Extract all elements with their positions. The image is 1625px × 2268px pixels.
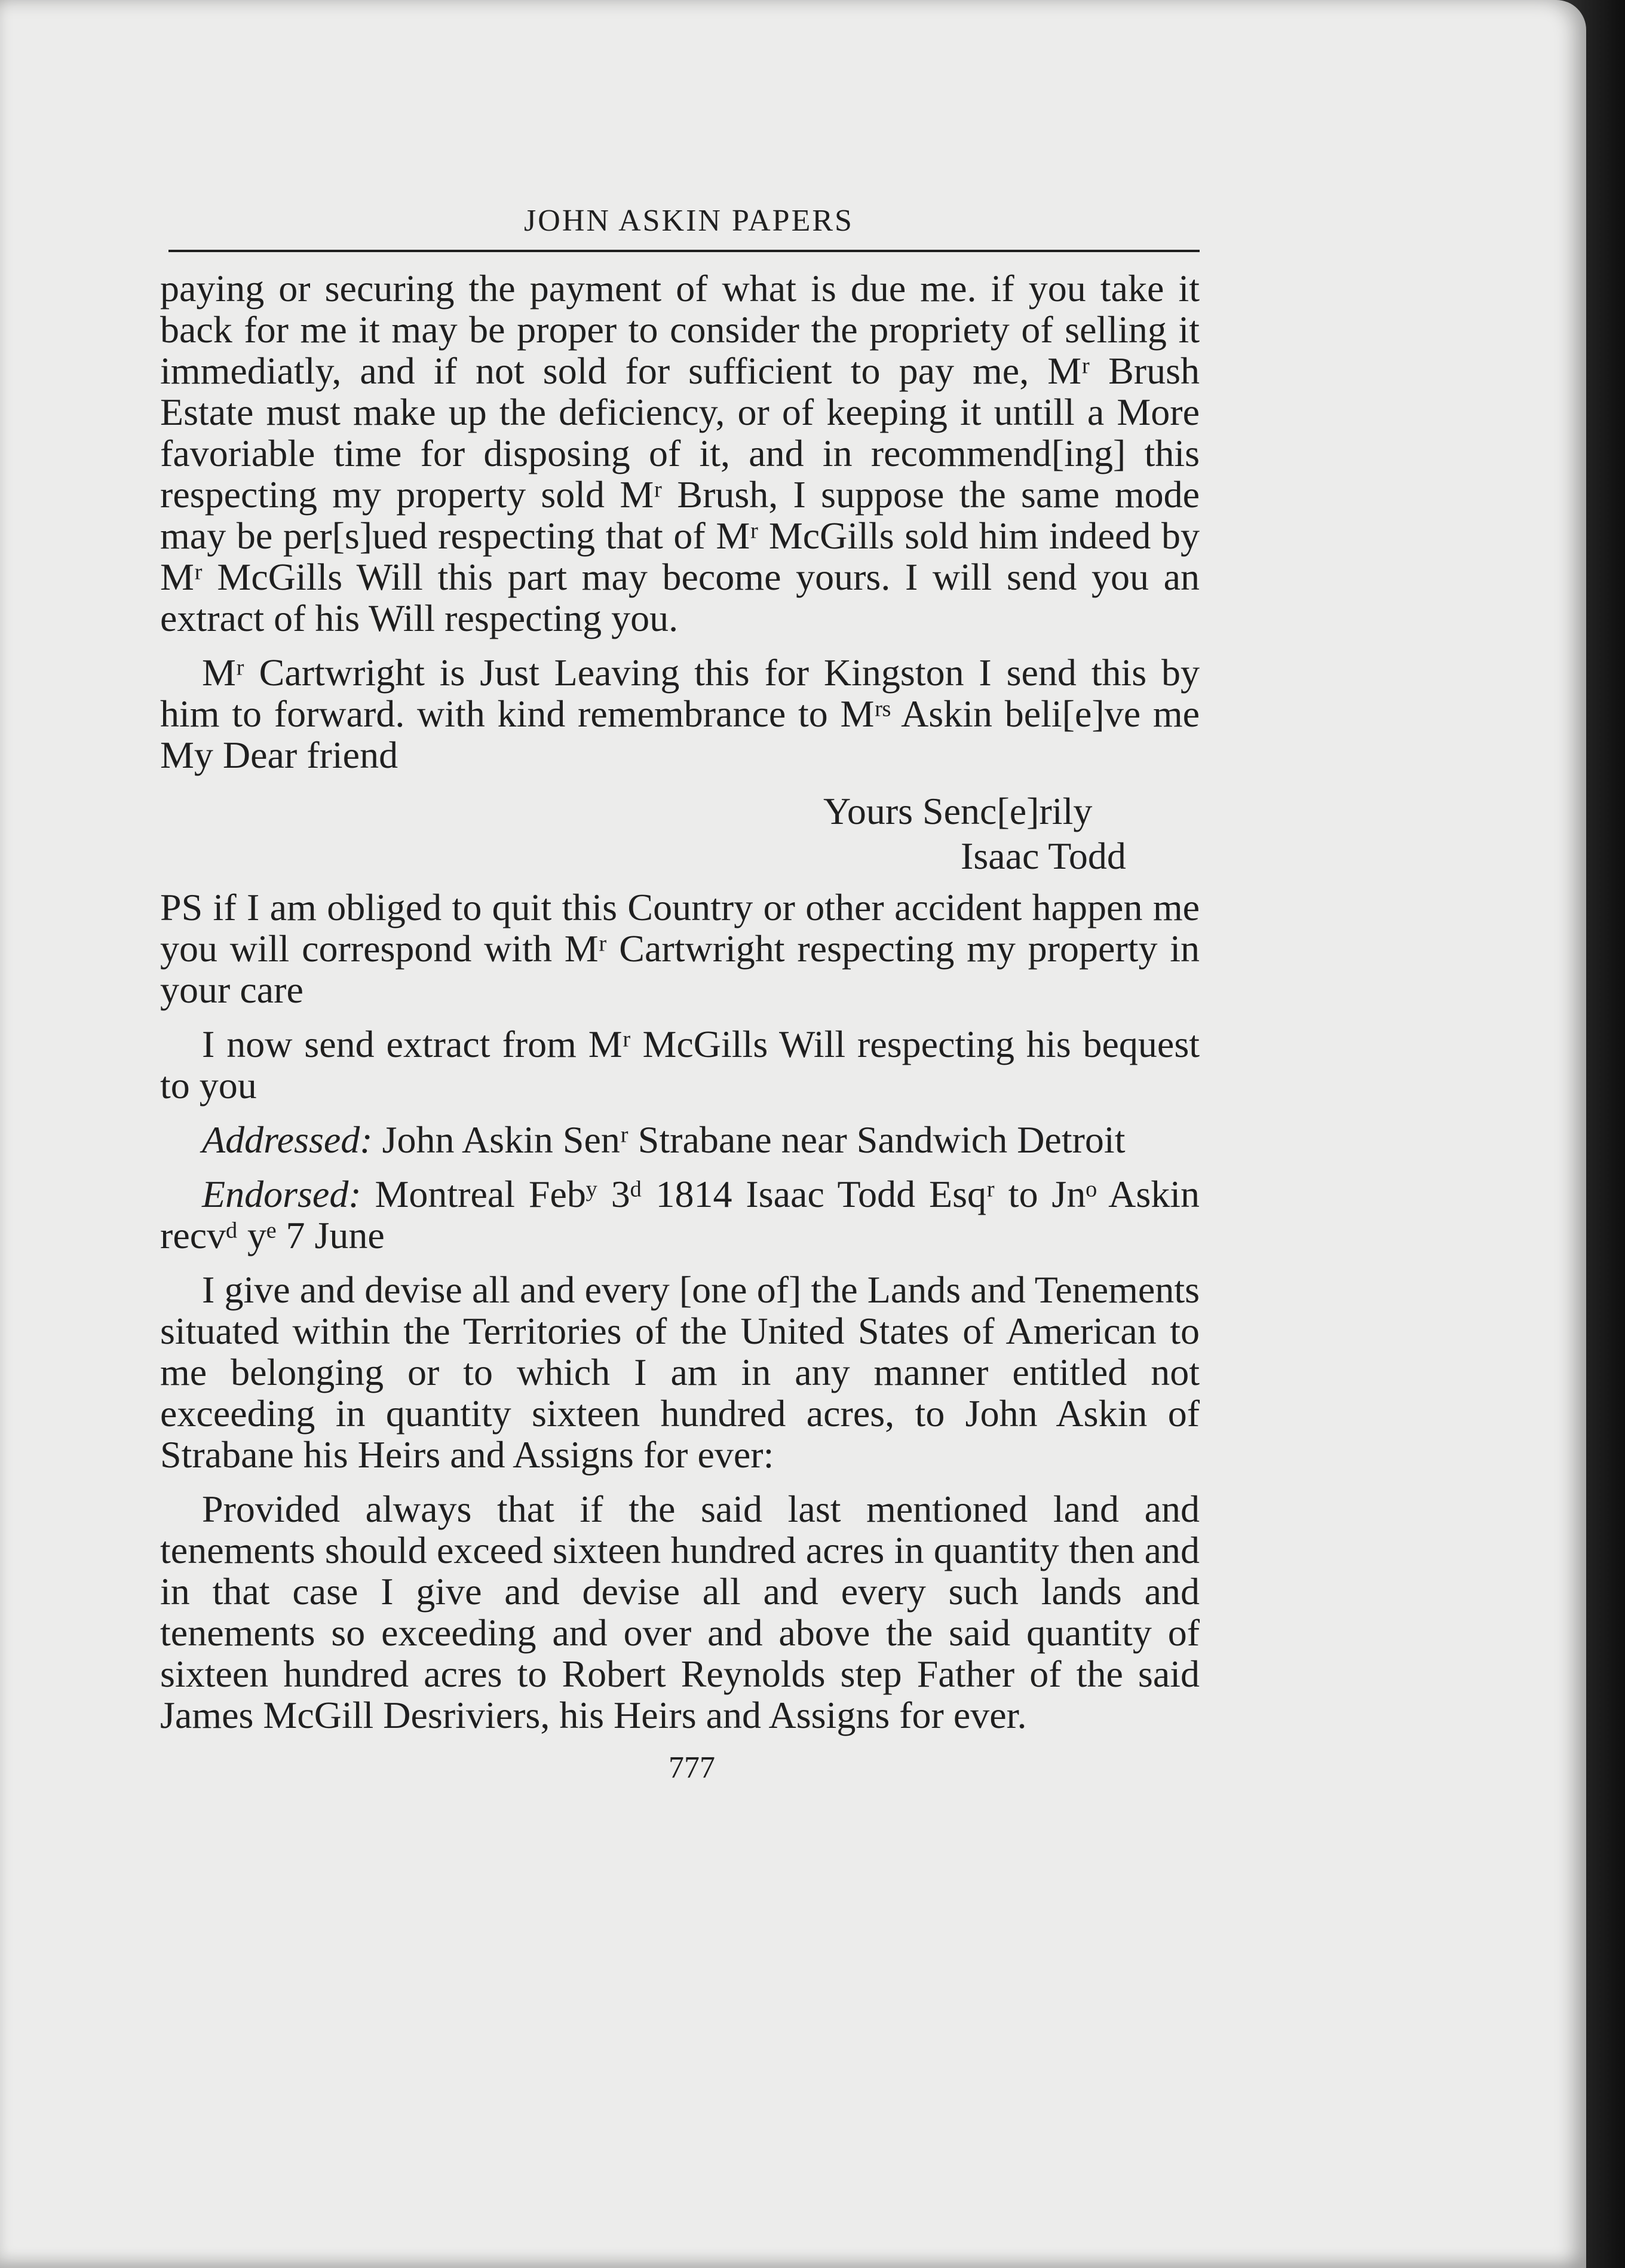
postscript-paragraph-2: I now send extract from Mʳ McGills Will respecting his bequest to you xyxy=(160,1023,1200,1107)
endorsed-label: Endorsed: xyxy=(202,1173,361,1215)
addressed-note xyxy=(160,1119,1200,1160)
postscript-paragraph-1: PS if I am obliged to quit this Country or other accident happen me you will correspond with Mʳ Cartwright respecting my property in your care xyxy=(160,886,1200,1011)
closing-salutation: Yours Senc[e]rily xyxy=(823,790,1093,832)
addressed-text: John Askin Senʳ Strabane near Sandwich Detroit xyxy=(372,1118,1126,1161)
endorsed-text: Montreal Febʸ 3ᵈ 1814 Isaac Todd Esqʳ to Jnᵒ Askin recvᵈ yᵉ 7 June xyxy=(160,1173,1200,1256)
will-paragraph-1: I give and devise all and every [one of] the Lands and Tenements situated within the Territories of the United States of American to me belonging or to which I am in any manner entitled not exceeding in quantity sixteen hundred acres, to John Askin of Strabane his Heirs and Assigns for ever: xyxy=(160,1268,1200,1476)
will-paragraph-2: Provided always that if the said last mentioned land and tenements should exceed sixteen hundred acres in quantity then and in that case I give and devise all and every such lands and tenements so exceeding and over and above the said quantity of sixteen hundred acres to Robert Reynolds step Father of the said James McGill Desriviers, his Heirs and Assigns for ever. xyxy=(160,1488,1200,1736)
addressed-label: Addressed: xyxy=(202,1118,373,1161)
letter-paragraph-2: Mʳ Cartwright is Just Leaving this for Kingston I send this by him to forward. with kind remembrance to Mʳˢ Askin beli[e]ve me My Dear friend xyxy=(160,651,1200,776)
page-number: 777 xyxy=(669,1751,715,1785)
signature-name: Isaac Todd xyxy=(961,835,1126,877)
letter-paragraph-1: paying or securing the payment of what is due me. if you take it back for me it may be proper to consider the propriety of selling it immediatly, and if not sold for sufficient to pay me, Mʳ Brush Estate must make up the deficiency, or of keeping it untill a More favoriable time for disposing of it, and in recommend[ing] this respecting my property sold Mʳ Brush, I suppose the same mode may be per[s]ued respecting that of Mʳ McGills sold him indeed by Mʳ McGills Will this part may become yours. I will send you an extract of his Will respecting you. xyxy=(160,267,1200,639)
running-head: JOHN ASKIN PAPERS xyxy=(524,204,854,238)
header-rule xyxy=(168,250,1200,252)
endorsed-note xyxy=(160,1173,1200,1256)
page-content xyxy=(160,203,1200,1785)
